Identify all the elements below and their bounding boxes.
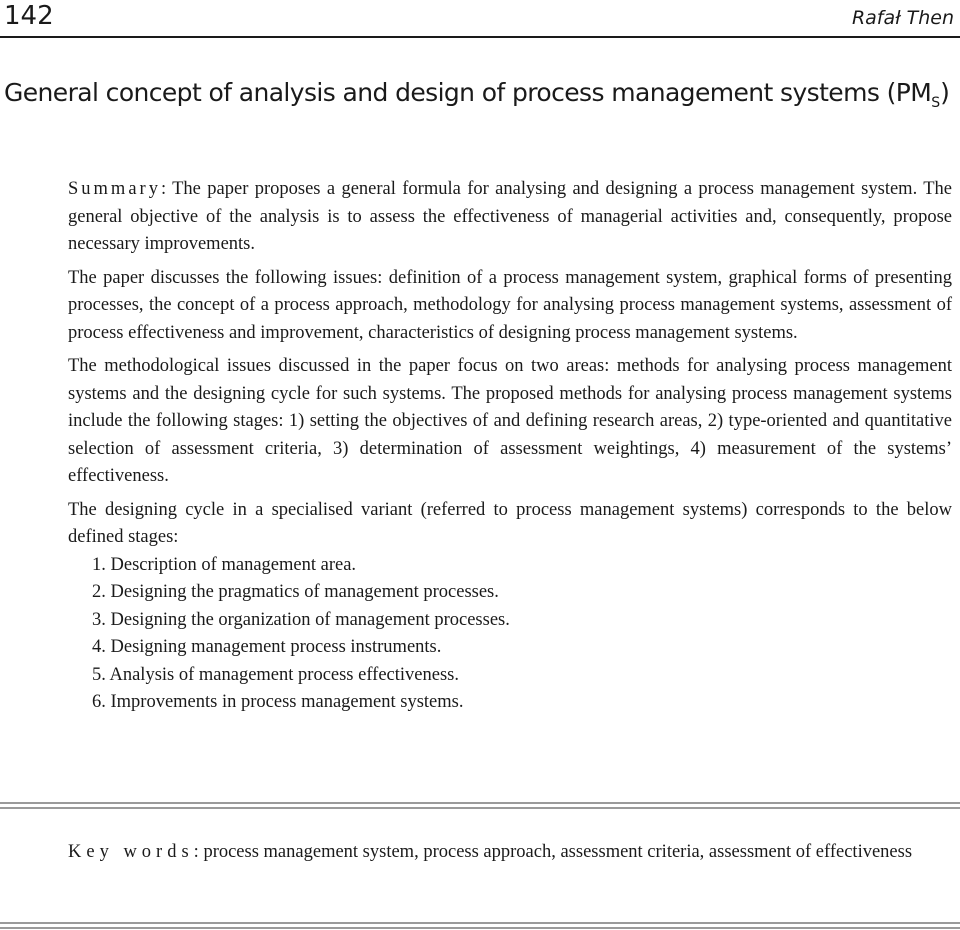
- page-number: 142: [4, 1, 54, 31]
- summary-label: Summary: [68, 179, 161, 199]
- design-stages-list: [68, 552, 952, 717]
- page-header: [0, 0, 960, 38]
- divider-top-line: [0, 802, 960, 804]
- abstract-paragraph-methods: The methodological issues discussed in the paper focus on two areas: methods for analysing process management systems and the designing cycle for such systems. The proposed methods for analysing process management systems include the following stages: 1) setting the objectives of and defining research areas, 2) type-oriented and quantitative selection of assessment criteria, 3) determination of assessment weightings, 4) measurement of the systems’ effectiveness.: [68, 356, 952, 486]
- design-stage-item: 2. Designing the pragmatics of management processes.: [92, 582, 499, 602]
- design-stage-item: 1. Description of management area.: [92, 554, 357, 575]
- design-stage-item: 3. Designing the organization of management processes.: [92, 609, 510, 630]
- summary-text: The paper proposes a general formula for analysing and designing a process management system. The general objective of the analysis is to assess the effectiveness of managerial activities and, consequently, propose necessary improvements.: [68, 179, 952, 254]
- footer-divider-bottom-line: [0, 927, 960, 929]
- keywords: [68, 838, 956, 866]
- keywords-label: Key words: [68, 842, 194, 862]
- footer-divider-top-line: [0, 922, 960, 924]
- abstract: [68, 176, 952, 717]
- keywords-colon: :: [193, 842, 199, 862]
- article-title-subscript: S: [931, 95, 941, 111]
- keywords-text: process management system, process approach, assessment criteria, assessment of effectiveness: [198, 842, 913, 862]
- design-stage-item: 5. Analysis of management process effectiveness.: [92, 664, 459, 685]
- design-stage-item: 6. Improvements in process management systems.: [92, 692, 464, 712]
- design-stage-item: 4. Designing management process instruments.: [92, 637, 442, 657]
- article-title: [4, 76, 956, 120]
- article-title-text: General concept of analysis and design of process management systems (PM: [4, 78, 932, 107]
- running-head-author: Rafał Then: [851, 7, 954, 29]
- abstract-paragraph-design-cycle: The designing cycle in a specialised variant (referred to process management systems) corresponds to the below defined stages:: [68, 499, 952, 547]
- summary-colon: :: [160, 179, 167, 199]
- article-title-close: ): [940, 78, 950, 107]
- abstract-paragraph-issues: The paper discusses the following issues: definition of a process management system, graphical forms of presenting processes, the concept of a process approach, methodology for analysing process management systems, assessment of process effectiveness and improvement, characteristics of designing process management systems.: [68, 267, 952, 343]
- summary-paragraph: [68, 176, 952, 259]
- divider-bottom-line: [0, 807, 960, 809]
